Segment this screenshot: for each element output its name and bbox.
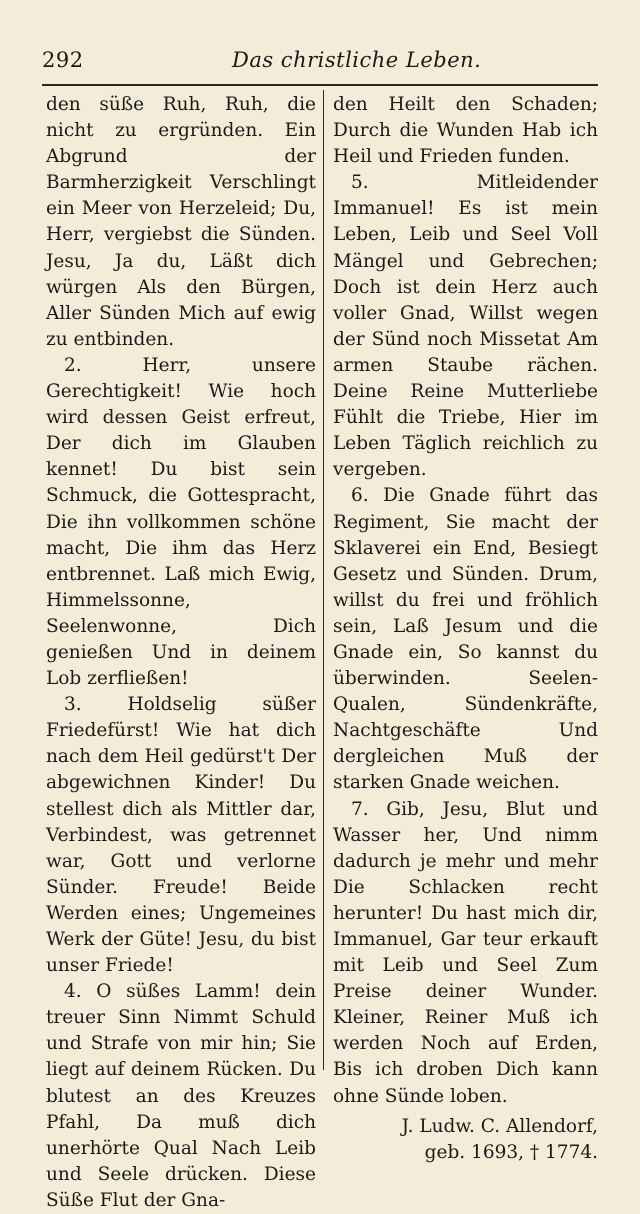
author-name: J. Ludw. C. Allendorf, xyxy=(401,1115,598,1137)
page-header xyxy=(42,44,598,78)
author-dates: geb. 1693, † 1774. xyxy=(424,1141,598,1163)
column-divider xyxy=(323,90,324,1070)
left-column xyxy=(46,92,316,1214)
stanza-1-end: den süße Ruh, Ruh, die nicht zu ergründen. Ein Abgrund der Barmherzigkeit Verschlingt ein Meer von Herzeleid; Du, Herr, vergiebst die Sünden. Jesu, Ja du, Läßt dich würgen Als den Bürgen, Aller Sünden Mich auf ewig zu entbinden. xyxy=(46,94,316,350)
header-rule xyxy=(42,84,598,86)
stanza-7: 7. Gib, Jesu, Blut und Wasser her, Und nimm dadurch je mehr und mehr Die Schlacken recht herunter! Du hast mich dir, Immanuel, Gar teur erkauft mit Leib und Seel Zum Preise deiner Wunder. Kleiner, Reiner Muß ich werden Noch auf Erden, Bis ich droben Dich kann ohne Sünde loben. xyxy=(333,798,598,1107)
stanza-4-start: 4. O süßes Lamm! dein treuer Sinn Nimmt Schuld und Strafe von mir hin; Sie liegt auf deinem Rücken. Du blutest an des Kreuzes Pfahl, Da muß dich unerhörte Qual Nach Leib und Seele drücken. Diese Süße Flut der Gna- xyxy=(46,981,316,1211)
stanza-4-end: den Heilt den Schaden; Durch die Wunden Hab ich Heil und Frieden funden. xyxy=(333,94,598,168)
running-head: Das christliche Leben. xyxy=(232,48,482,72)
stanza-5: 5. Mitleidender Immanuel! Es ist mein Leben, Leib und Seel Voll Mängel und Gebrechen; Doch ist dein Herz auch voller Gnad, Willst wegen der Sünd noch Missetat Am armen Staube rächen. Deine Reine Mutterliebe Fühlt die Triebe, Hier im Leben Täglich reichlich zu vergeben. xyxy=(333,172,598,481)
page-number: 292 xyxy=(42,48,84,72)
right-column xyxy=(333,92,598,1166)
stanza-2: 2. Herr, unsere Gerechtigkeit! Wie hoch wird dessen Geist erfreut, Der dich im Glauben kennet! Du bist sein Schmuck, die Gottespracht, Die ihn vollkommen schöne macht, Die ihm das Herz entbrennet. Laß mich Ewig, Himmelssonne, Seelenwonne, Dich genießen Und in deinem Lob zerfließen! xyxy=(46,354,316,690)
stanza-6: 6. Die Gnade führt das Regiment, Sie macht der Sklaverei ein End, Besiegt Gesetz und Sünden. Drum, willst du frei und fröhlich sein, Laß Jesum und die Gnade ein, So kannst du überwinden. Seelen-Qualen, Sündenkräfte, Nachtgeschäfte Und dergleichen Muß der starken Gnade weichen. xyxy=(333,485,598,794)
author-attribution xyxy=(333,1114,598,1166)
stanza-3: 3. Holdselig süßer Friedefürst! Wie hat dich nach dem Heil gedürst't Der abgewichnen Kinder! Du stellest dich als Mittler dar, Verbindest, was getrennet war, Gott und verlorne Sünder. Freude! Beide Werden eines; Ungemeines Werk der Güte! Jesu, du bist unser Friede! xyxy=(46,694,316,977)
